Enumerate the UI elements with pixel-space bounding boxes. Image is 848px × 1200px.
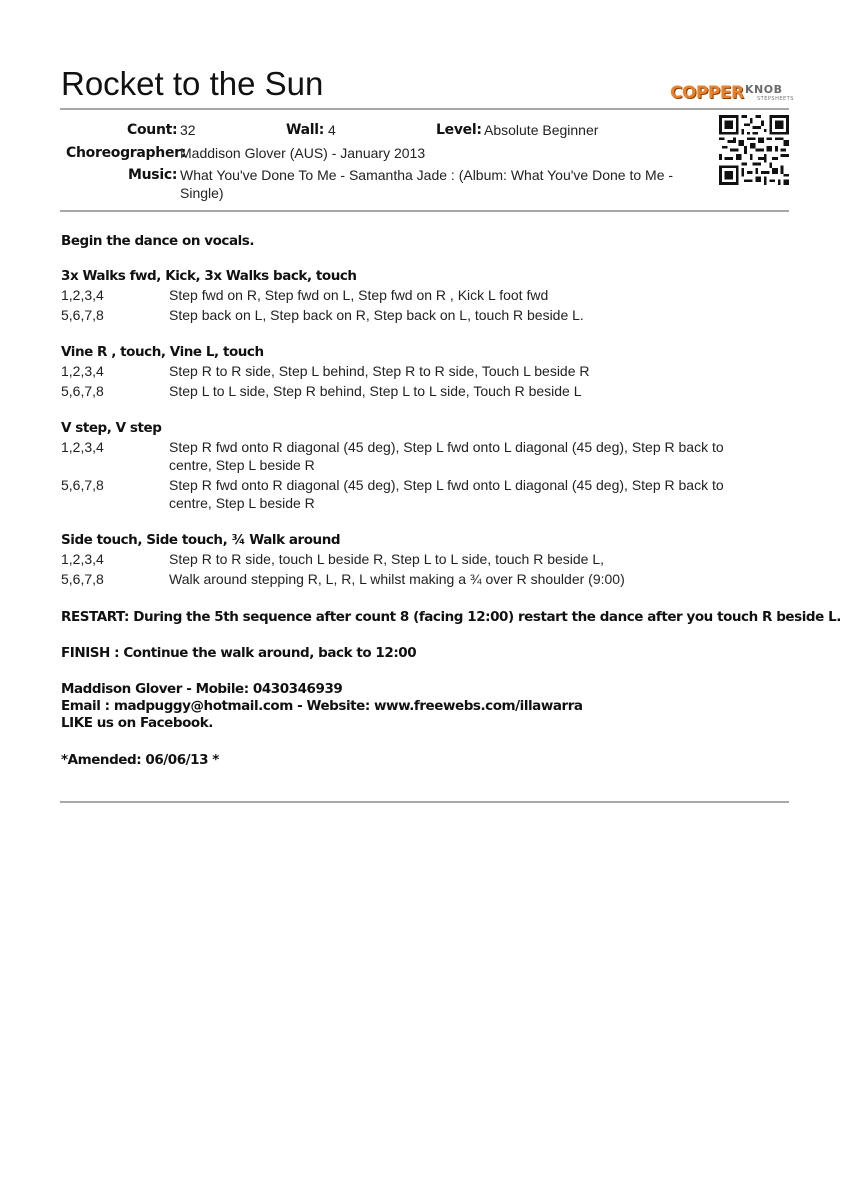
- step-description: Step R fwd onto R diagonal (45 deg), Step L fwd onto L diagonal (45 deg), Step R back to: [169, 477, 724, 493]
- logo-copper-text: COPPER: [670, 83, 744, 103]
- music-value-line1: What You've Done To Me - Samantha Jade : (Album: What You've Done to Me -: [180, 167, 674, 183]
- section-heading: Side touch, Side touch, ¾ Walk around: [61, 532, 341, 548]
- step-description: Step R to R side, Step L behind, Step R to R side, Touch L beside R: [169, 363, 590, 379]
- music-label: Music:: [128, 167, 178, 183]
- count-value: 32: [180, 122, 196, 138]
- step-counts: 1,2,3,4: [61, 551, 104, 567]
- copperknob-logo[interactable]: [670, 83, 794, 105]
- step-counts: 5,6,7,8: [61, 477, 104, 493]
- wall-label: Wall:: [286, 122, 325, 138]
- amended-note: *Amended: 06/06/13 *: [61, 752, 219, 768]
- step-description: Step back on L, Step back on R, Step back on L, touch R beside L.: [169, 307, 584, 323]
- level-value: Absolute Beginner: [484, 122, 599, 138]
- section-heading: Vine R , touch, Vine L, touch: [61, 344, 264, 360]
- choreographer-value: Maddison Glover (AUS) - January 2013: [180, 145, 426, 161]
- step-description: Step fwd on R, Step fwd on L, Step fwd on R , Kick L foot fwd: [169, 287, 549, 303]
- restart-note: RESTART: During the 5th sequence after count 8 (facing 12:00) restart the dance after you touch R beside L.: [61, 609, 841, 625]
- step-counts: 1,2,3,4: [61, 363, 104, 379]
- logo-knob-text: KNOB: [745, 83, 783, 96]
- logo-sub-text: STEPSHEETS: [757, 96, 794, 102]
- step-counts: 5,6,7,8: [61, 571, 104, 587]
- step-description: centre, Step L beside R: [169, 495, 315, 511]
- step-counts: 5,6,7,8: [61, 307, 104, 323]
- intro-text: Begin the dance on vocals.: [61, 233, 255, 249]
- section-heading: 3x Walks fwd, Kick, 3x Walks back, touch: [61, 268, 357, 284]
- meta-divider: [60, 210, 789, 212]
- wall-value: 4: [328, 122, 336, 138]
- page-title: Rocket to the Sun: [61, 65, 324, 102]
- step-description: Step R to R side, touch L beside R, Step L to L side, touch R beside L,: [169, 551, 605, 567]
- contact-line: LIKE us on Facebook.: [61, 715, 213, 731]
- step-description: centre, Step L beside R: [169, 457, 315, 473]
- step-description: Step L to L side, Step R behind, Step L to L side, Touch R beside L: [169, 383, 582, 399]
- contact-line: Email : madpuggy@hotmail.com - Website: www.freewebs.com/illawarra: [61, 698, 583, 714]
- qr-code-icon[interactable]: [719, 115, 789, 185]
- music-value-line2: Single): [180, 185, 224, 201]
- step-counts: 1,2,3,4: [61, 439, 104, 455]
- section-heading: V step, V step: [61, 420, 162, 436]
- finish-note: FINISH : Continue the walk around, back to 12:00: [61, 645, 417, 661]
- count-label: Count:: [127, 122, 178, 138]
- step-description: Walk around stepping R, L, R, L whilst making a ¾ over R shoulder (9:00): [169, 571, 625, 587]
- step-counts: 1,2,3,4: [61, 287, 104, 303]
- choreographer-label: Choreographer:: [66, 145, 187, 161]
- step-description: Step R fwd onto R diagonal (45 deg), Step L fwd onto L diagonal (45 deg), Step R back to: [169, 439, 724, 455]
- header-divider: [60, 108, 789, 110]
- step-counts: 5,6,7,8: [61, 383, 104, 399]
- contact-line: Maddison Glover - Mobile: 0430346939: [61, 681, 343, 697]
- footer-divider: [60, 801, 789, 803]
- level-label: Level:: [436, 122, 482, 138]
